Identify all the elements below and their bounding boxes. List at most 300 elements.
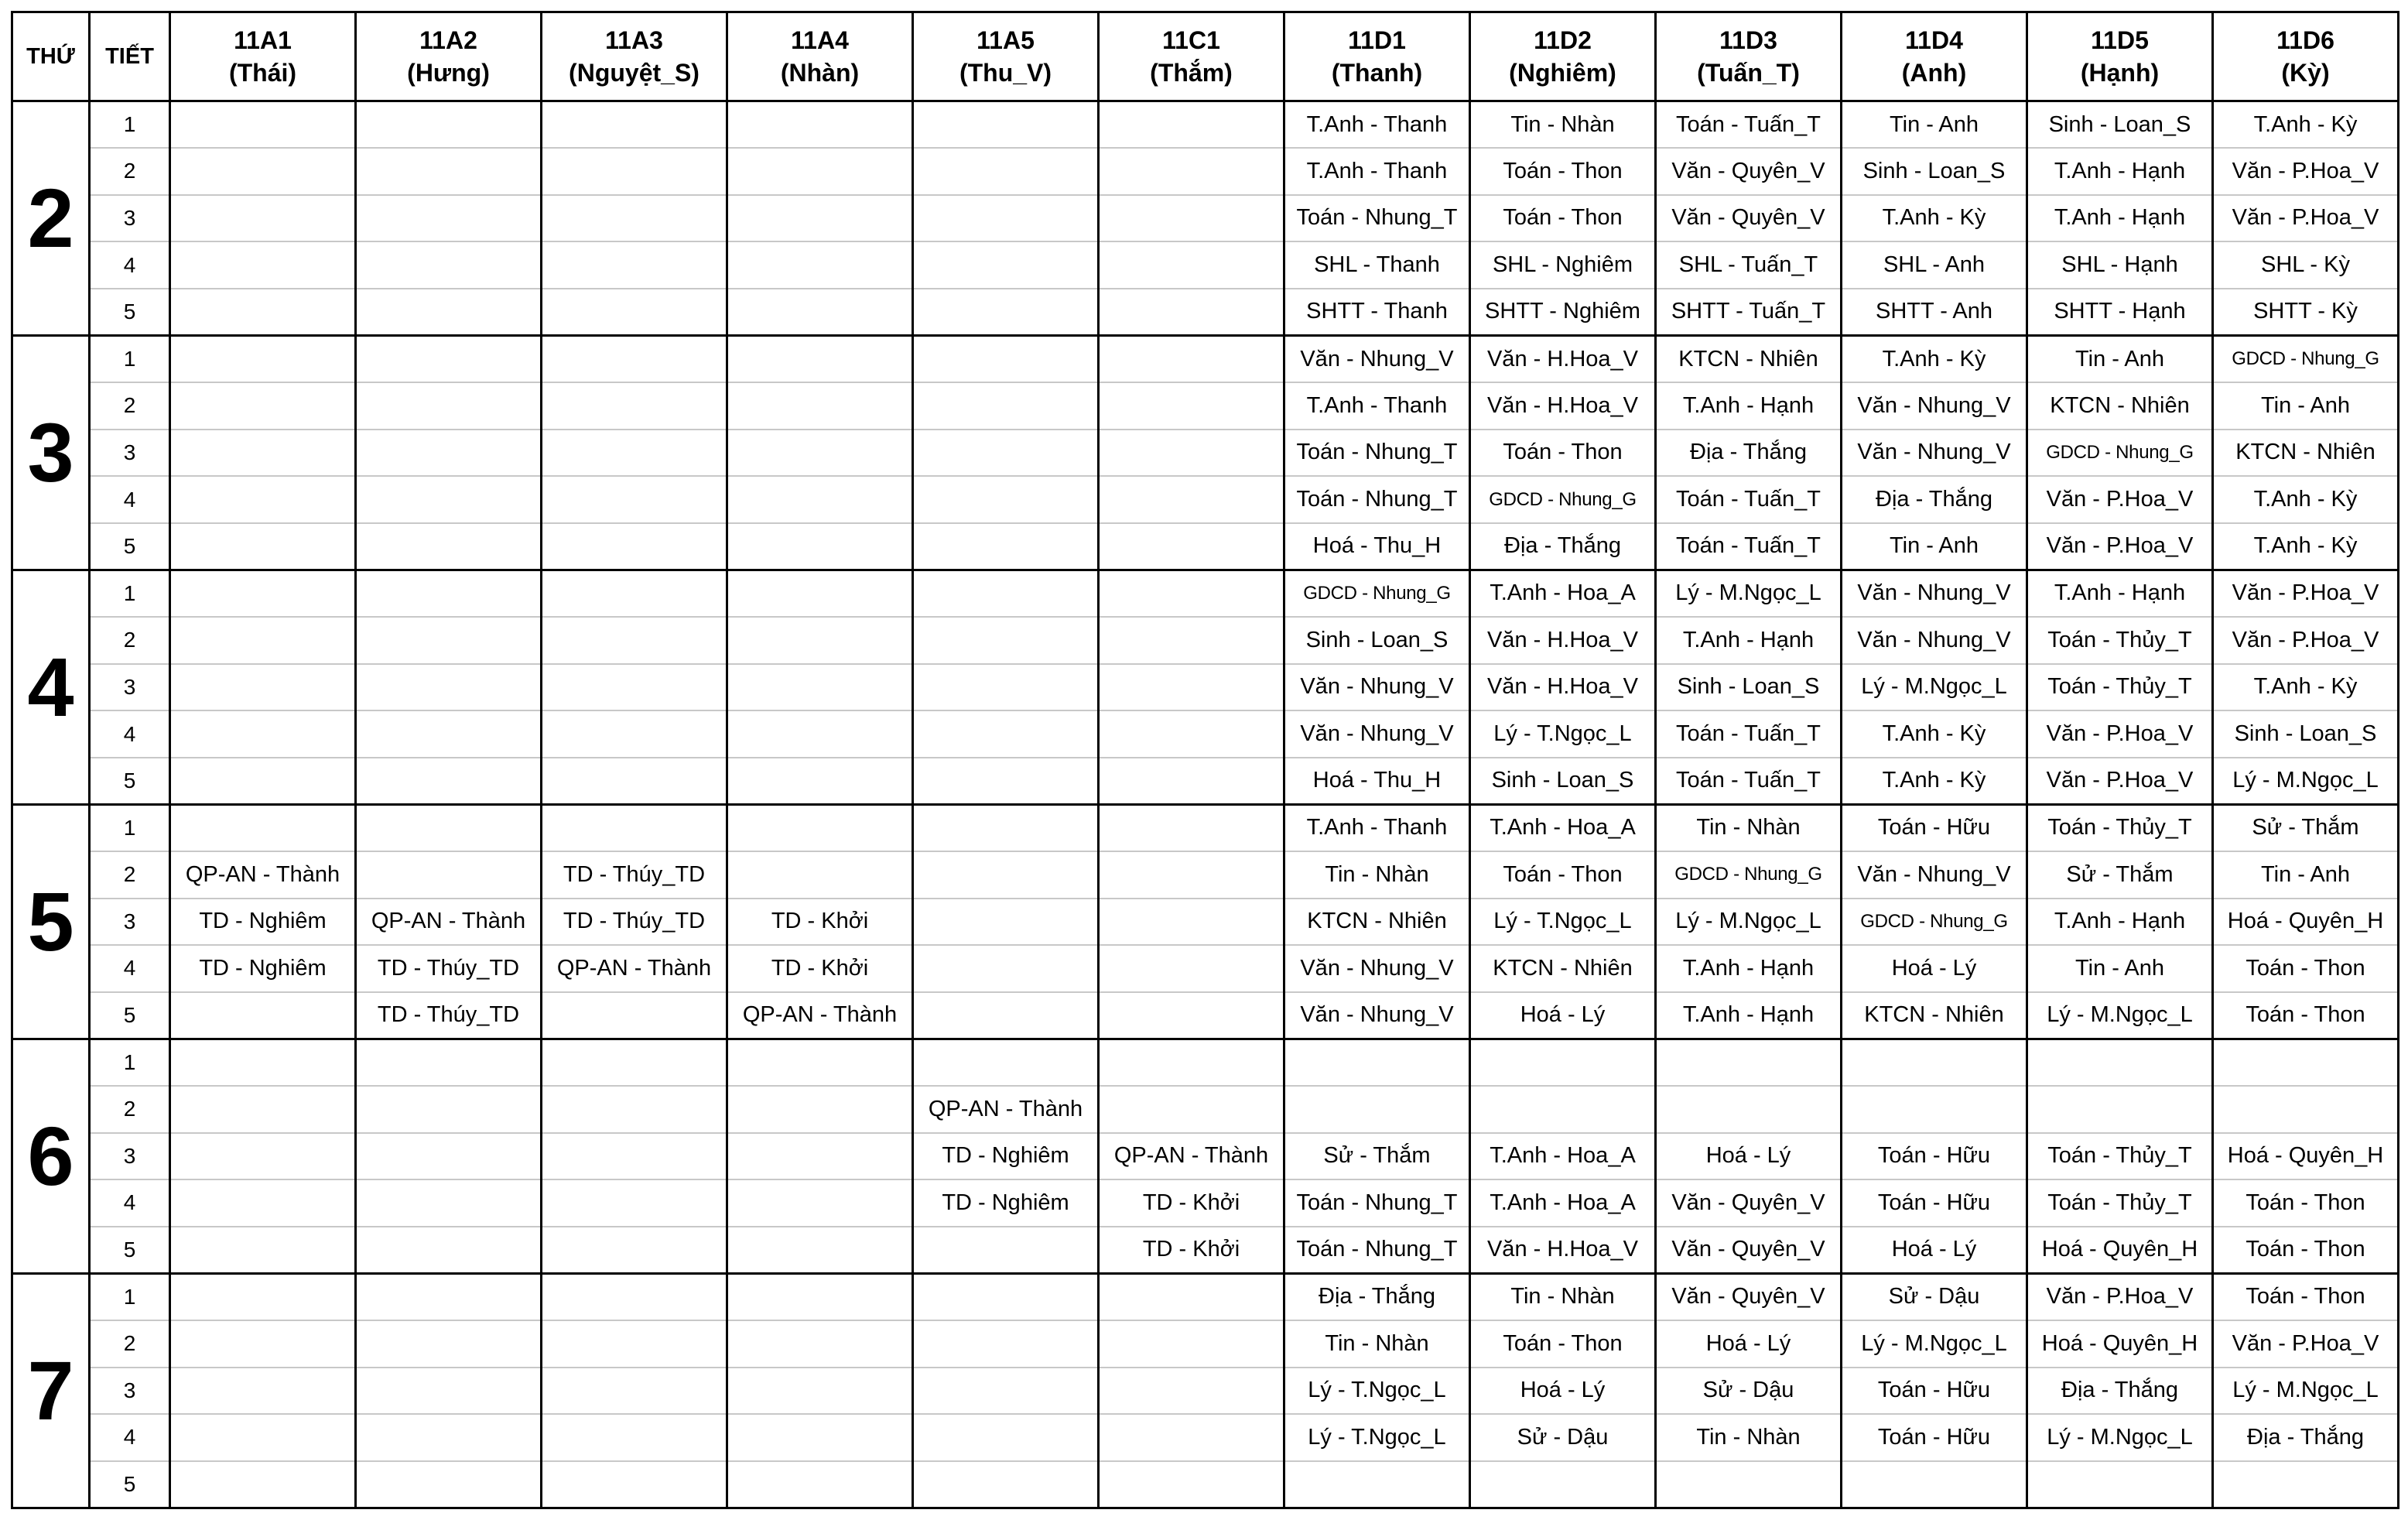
timetable-header: [12, 12, 2399, 101]
schedule-cell: Lý - T.Ngọc_L: [1284, 1368, 1470, 1415]
schedule-cell: [542, 523, 727, 570]
schedule-cell: T.Anh - Kỳ: [1842, 335, 2027, 382]
schedule-cell: [170, 195, 356, 242]
schedule-cell: [727, 1414, 913, 1461]
schedule-cell: [1470, 1039, 1656, 1086]
schedule-cell: T.Anh - Thanh: [1284, 382, 1470, 430]
class-teacher: (Hưng): [407, 59, 490, 87]
schedule-cell: [1099, 1461, 1284, 1508]
schedule-cell: TD - Khởi: [1099, 1179, 1284, 1227]
schedule-cell: T.Anh - Hạnh: [1656, 945, 1842, 992]
schedule-cell: [727, 1320, 913, 1368]
schedule-cell: [2027, 1461, 2213, 1508]
schedule-cell: [356, 664, 542, 711]
schedule-cell: SHL - Kỳ: [2213, 241, 2399, 289]
table-row: [12, 945, 2399, 992]
period-number: 4: [90, 476, 170, 523]
schedule-cell: Hoá - Quyên_H: [2213, 899, 2399, 946]
period-number: 1: [90, 804, 170, 851]
schedule-cell: [727, 382, 913, 430]
period-number: 1: [90, 1273, 170, 1320]
schedule-cell: [542, 570, 727, 617]
schedule-cell: SHTT - Hạnh: [2027, 289, 2213, 336]
schedule-cell: TD - Nghiêm: [913, 1179, 1099, 1227]
schedule-cell: Văn - Nhung_V: [1842, 570, 2027, 617]
period-number: 3: [90, 664, 170, 711]
schedule-cell: [913, 992, 1099, 1039]
period-number: 2: [90, 1320, 170, 1368]
schedule-cell: Văn - P.Hoa_V: [2213, 148, 2399, 195]
schedule-cell: Lý - M.Ngọc_L: [1656, 899, 1842, 946]
period-number: 4: [90, 1414, 170, 1461]
class-teacher: (Tuấn_T): [1697, 59, 1800, 87]
schedule-cell: [913, 804, 1099, 851]
table-row: [12, 570, 2399, 617]
table-row: [12, 523, 2399, 570]
table-row: [12, 1086, 2399, 1133]
class-teacher: (Nguyệt_S): [569, 59, 699, 87]
schedule-cell: [913, 476, 1099, 523]
class-code: 11A2: [419, 26, 477, 54]
schedule-cell: [913, 1414, 1099, 1461]
period-number: 3: [90, 899, 170, 946]
day-label: 4: [12, 570, 90, 804]
schedule-cell: [1099, 570, 1284, 617]
period-number: 5: [90, 523, 170, 570]
schedule-cell: [542, 289, 727, 336]
period-number: 4: [90, 241, 170, 289]
period-number: 2: [90, 617, 170, 664]
schedule-cell: [1099, 664, 1284, 711]
schedule-cell: [542, 335, 727, 382]
schedule-cell: [727, 101, 913, 149]
schedule-cell: Lý - M.Ngọc_L: [2027, 1414, 2213, 1461]
schedule-cell: [170, 523, 356, 570]
schedule-cell: [1842, 1461, 2027, 1508]
schedule-cell: [913, 101, 1099, 149]
schedule-cell: Văn - Quyên_V: [1656, 1273, 1842, 1320]
schedule-cell: GDCD - Nhung_G: [2027, 430, 2213, 477]
schedule-cell: [913, 945, 1099, 992]
schedule-cell: [170, 570, 356, 617]
schedule-cell: SHTT - Anh: [1842, 289, 2027, 336]
schedule-cell: [727, 430, 913, 477]
period-number: 5: [90, 289, 170, 336]
schedule-cell: [542, 804, 727, 851]
schedule-cell: [170, 758, 356, 805]
schedule-cell: [542, 148, 727, 195]
schedule-cell: KTCN - Nhiên: [1842, 992, 2027, 1039]
schedule-cell: Toán - Hữu: [1842, 1133, 2027, 1180]
header-class-11d1: [1284, 12, 1470, 101]
schedule-cell: [170, 289, 356, 336]
schedule-cell: [2027, 1039, 2213, 1086]
schedule-cell: [727, 1086, 913, 1133]
schedule-cell: [356, 1227, 542, 1274]
schedule-cell: KTCN - Nhiên: [1284, 899, 1470, 946]
schedule-cell: Văn - P.Hoa_V: [2213, 570, 2399, 617]
schedule-cell: Toán - Thon: [1470, 148, 1656, 195]
schedule-cell: [727, 758, 913, 805]
schedule-cell: [170, 1086, 356, 1133]
schedule-cell: Văn - H.Hoa_V: [1470, 382, 1656, 430]
schedule-cell: Sử - Thắm: [2213, 804, 2399, 851]
schedule-cell: T.Anh - Hạnh: [1656, 992, 1842, 1039]
period-number: 3: [90, 1368, 170, 1415]
table-row: [12, 758, 2399, 805]
class-teacher: (Hạnh): [2080, 59, 2160, 87]
schedule-cell: [1099, 430, 1284, 477]
table-row: [12, 710, 2399, 758]
schedule-cell: Sinh - Loan_S: [2213, 710, 2399, 758]
period-number: 2: [90, 851, 170, 899]
schedule-cell: T.Anh - Hoa_A: [1470, 1133, 1656, 1180]
schedule-cell: Toán - Nhung_T: [1284, 1227, 1470, 1274]
schedule-cell: [356, 101, 542, 149]
schedule-cell: Sinh - Loan_S: [2027, 101, 2213, 149]
period-number: 2: [90, 148, 170, 195]
schedule-cell: GDCD - Nhung_G: [1284, 570, 1470, 617]
schedule-cell: Toán - Thon: [1470, 1320, 1656, 1368]
schedule-cell: Toán - Tuấn_T: [1656, 710, 1842, 758]
schedule-cell: Toán - Nhung_T: [1284, 1179, 1470, 1227]
header-class-11d5: [2027, 12, 2213, 101]
schedule-cell: Tin - Nhàn: [1470, 1273, 1656, 1320]
schedule-cell: [913, 241, 1099, 289]
schedule-cell: T.Anh - Hạnh: [2027, 195, 2213, 242]
schedule-cell: T.Anh - Kỳ: [1842, 195, 2027, 242]
schedule-cell: [542, 992, 727, 1039]
schedule-cell: T.Anh - Thanh: [1284, 148, 1470, 195]
schedule-cell: Hoá - Lý: [1470, 992, 1656, 1039]
schedule-cell: Lý - M.Ngọc_L: [1842, 664, 2027, 711]
schedule-cell: Lý - T.Ngọc_L: [1470, 710, 1656, 758]
header-class-11c1: [1099, 12, 1284, 101]
schedule-cell: [542, 1461, 727, 1508]
schedule-cell: Văn - Nhung_V: [1284, 992, 1470, 1039]
schedule-cell: Sử - Dậu: [1656, 1368, 1842, 1415]
schedule-cell: TD - Thúy_TD: [542, 851, 727, 899]
schedule-cell: [170, 992, 356, 1039]
header-class-11d4: [1842, 12, 2027, 101]
schedule-cell: Văn - P.Hoa_V: [2027, 758, 2213, 805]
schedule-cell: [1284, 1086, 1470, 1133]
schedule-cell: Địa - Thắng: [2213, 1414, 2399, 1461]
schedule-cell: Sinh - Loan_S: [1656, 664, 1842, 711]
table-row: [12, 335, 2399, 382]
schedule-cell: [170, 430, 356, 477]
schedule-cell: [727, 335, 913, 382]
schedule-cell: [1099, 1273, 1284, 1320]
class-code: 11D6: [2276, 26, 2334, 54]
schedule-cell: QP-AN - Thành: [1099, 1133, 1284, 1180]
class-code: 11D5: [2091, 26, 2149, 54]
schedule-cell: [1470, 1086, 1656, 1133]
schedule-cell: [913, 1320, 1099, 1368]
table-row: [12, 1273, 2399, 1320]
schedule-cell: [542, 195, 727, 242]
schedule-cell: [913, 335, 1099, 382]
table-row: [12, 851, 2399, 899]
schedule-cell: [1099, 382, 1284, 430]
schedule-cell: Văn - P.Hoa_V: [2213, 195, 2399, 242]
class-code: 11D4: [1905, 26, 1963, 54]
schedule-cell: [727, 289, 913, 336]
schedule-cell: [542, 382, 727, 430]
period-number: 3: [90, 430, 170, 477]
schedule-cell: Toán - Tuấn_T: [1656, 758, 1842, 805]
schedule-cell: Sử - Dậu: [1842, 1273, 2027, 1320]
schedule-cell: [1099, 101, 1284, 149]
schedule-cell: Văn - Quyên_V: [1656, 1179, 1842, 1227]
schedule-cell: [727, 523, 913, 570]
schedule-cell: [1099, 710, 1284, 758]
schedule-cell: T.Anh - Hạnh: [2027, 899, 2213, 946]
schedule-cell: [2213, 1461, 2399, 1508]
table-row: [12, 476, 2399, 523]
schedule-cell: [1099, 1320, 1284, 1368]
header-tiet: TIẾT: [90, 12, 170, 101]
header-class-11a5: [913, 12, 1099, 101]
schedule-cell: [1099, 758, 1284, 805]
table-row: [12, 148, 2399, 195]
schedule-cell: [1099, 241, 1284, 289]
table-row: [12, 1461, 2399, 1508]
schedule-cell: [727, 617, 913, 664]
schedule-cell: [1099, 851, 1284, 899]
schedule-cell: [542, 1368, 727, 1415]
schedule-cell: [913, 899, 1099, 946]
schedule-cell: [542, 758, 727, 805]
schedule-cell: Văn - P.Hoa_V: [2213, 617, 2399, 664]
schedule-cell: Văn - Quyên_V: [1656, 148, 1842, 195]
schedule-cell: T.Anh - Kỳ: [2213, 101, 2399, 149]
schedule-cell: GDCD - Nhung_G: [1656, 851, 1842, 899]
schedule-cell: [356, 1320, 542, 1368]
schedule-cell: [1099, 195, 1284, 242]
schedule-cell: [2213, 1039, 2399, 1086]
schedule-cell: [356, 1086, 542, 1133]
schedule-cell: [727, 148, 913, 195]
schedule-cell: [356, 241, 542, 289]
class-code: 11A1: [234, 26, 292, 54]
schedule-cell: Toán - Thon: [1470, 430, 1656, 477]
schedule-cell: Toán - Thủy_T: [2027, 804, 2213, 851]
schedule-cell: Toán - Hữu: [1842, 1368, 2027, 1415]
schedule-cell: [1284, 1039, 1470, 1086]
schedule-cell: [913, 617, 1099, 664]
schedule-cell: [727, 476, 913, 523]
schedule-cell: Văn - Nhung_V: [1284, 335, 1470, 382]
schedule-cell: Lý - M.Ngọc_L: [1842, 1320, 2027, 1368]
schedule-cell: [356, 1461, 542, 1508]
schedule-cell: Hoá - Quyên_H: [2027, 1227, 2213, 1274]
schedule-cell: Toán - Nhung_T: [1284, 195, 1470, 242]
schedule-cell: Sử - Dậu: [1470, 1414, 1656, 1461]
schedule-cell: [170, 1273, 356, 1320]
schedule-cell: QP-AN - Thành: [727, 992, 913, 1039]
schedule-cell: [542, 430, 727, 477]
header-class-11a3: [542, 12, 727, 101]
schedule-cell: Lý - M.Ngọc_L: [2213, 758, 2399, 805]
schedule-cell: [727, 195, 913, 242]
schedule-cell: Văn - P.Hoa_V: [2213, 1320, 2399, 1368]
period-number: 5: [90, 992, 170, 1039]
schedule-cell: [913, 430, 1099, 477]
schedule-cell: [1284, 1461, 1470, 1508]
schedule-cell: [727, 570, 913, 617]
schedule-cell: [1099, 945, 1284, 992]
period-number: 2: [90, 1086, 170, 1133]
schedule-cell: SHL - Thanh: [1284, 241, 1470, 289]
schedule-cell: Toán - Thon: [2213, 1227, 2399, 1274]
schedule-cell: [356, 195, 542, 242]
schedule-cell: Toán - Tuấn_T: [1656, 101, 1842, 149]
schedule-cell: SHTT - Nghiêm: [1470, 289, 1656, 336]
schedule-cell: [1470, 1461, 1656, 1508]
schedule-cell: [2027, 1086, 2213, 1133]
period-number: 5: [90, 1227, 170, 1274]
schedule-cell: [170, 1039, 356, 1086]
schedule-cell: [356, 1368, 542, 1415]
schedule-cell: SHL - Hạnh: [2027, 241, 2213, 289]
schedule-cell: Toán - Thủy_T: [2027, 1133, 2213, 1180]
day-label: 3: [12, 335, 90, 570]
class-code: 11A4: [791, 26, 849, 54]
table-row: [12, 1320, 2399, 1368]
class-teacher: (Nhàn): [780, 59, 860, 87]
schedule-cell: [356, 570, 542, 617]
schedule-cell: [727, 1461, 913, 1508]
schedule-cell: [170, 1414, 356, 1461]
schedule-cell: Toán - Hữu: [1842, 1179, 2027, 1227]
class-code: 11D2: [1534, 26, 1592, 54]
schedule-cell: [170, 241, 356, 289]
schedule-cell: [913, 1368, 1099, 1415]
schedule-cell: TD - Nghiêm: [913, 1133, 1099, 1180]
schedule-cell: [542, 1273, 727, 1320]
schedule-cell: Văn - Nhung_V: [1842, 851, 2027, 899]
schedule-cell: [356, 289, 542, 336]
schedule-cell: [727, 664, 913, 711]
schedule-cell: [913, 851, 1099, 899]
schedule-cell: T.Anh - Hạnh: [2027, 570, 2213, 617]
schedule-cell: [170, 101, 356, 149]
period-number: 1: [90, 1039, 170, 1086]
schedule-cell: Tin - Anh: [1842, 101, 2027, 149]
day-label: 7: [12, 1273, 90, 1508]
schedule-cell: Sinh - Loan_S: [1842, 148, 2027, 195]
schedule-cell: QP-AN - Thành: [542, 945, 727, 992]
schedule-cell: [913, 1227, 1099, 1274]
schedule-cell: SHTT - Thanh: [1284, 289, 1470, 336]
schedule-cell: [170, 335, 356, 382]
schedule-cell: Tin - Anh: [2213, 382, 2399, 430]
schedule-cell: Hoá - Lý: [1842, 1227, 2027, 1274]
table-row: [12, 804, 2399, 851]
schedule-cell: [913, 570, 1099, 617]
schedule-cell: Văn - H.Hoa_V: [1470, 335, 1656, 382]
schedule-cell: [170, 1320, 356, 1368]
schedule-cell: KTCN - Nhiên: [2027, 382, 2213, 430]
day-label: 6: [12, 1039, 90, 1273]
table-row: [12, 1414, 2399, 1461]
schedule-cell: [913, 523, 1099, 570]
schedule-cell: [727, 1133, 913, 1180]
schedule-cell: Tin - Nhàn: [1656, 804, 1842, 851]
schedule-cell: T.Anh - Hoa_A: [1470, 1179, 1656, 1227]
schedule-cell: QP-AN - Thành: [913, 1086, 1099, 1133]
schedule-cell: Lý - M.Ngọc_L: [1656, 570, 1842, 617]
schedule-cell: Văn - P.Hoa_V: [2027, 710, 2213, 758]
schedule-cell: T.Anh - Thanh: [1284, 804, 1470, 851]
schedule-cell: [356, 1133, 542, 1180]
schedule-cell: [913, 289, 1099, 336]
schedule-cell: [170, 1461, 356, 1508]
schedule-cell: [170, 148, 356, 195]
schedule-cell: [356, 523, 542, 570]
schedule-cell: [542, 617, 727, 664]
header-class-11d6: [2213, 12, 2399, 101]
class-code: 11A3: [605, 26, 663, 54]
schedule-cell: [913, 1039, 1099, 1086]
schedule-cell: Toán - Nhung_T: [1284, 430, 1470, 477]
header-class-11a1: [170, 12, 356, 101]
schedule-cell: [542, 1227, 727, 1274]
schedule-cell: Hoá - Quyên_H: [2027, 1320, 2213, 1368]
table-row: [12, 195, 2399, 242]
schedule-cell: Tin - Nhàn: [1470, 101, 1656, 149]
schedule-cell: Địa - Thắng: [2027, 1368, 2213, 1415]
schedule-cell: Tin - Anh: [2027, 335, 2213, 382]
schedule-cell: [542, 476, 727, 523]
period-number: 5: [90, 758, 170, 805]
table-row: [12, 664, 2399, 711]
class-code: 11D1: [1348, 26, 1406, 54]
schedule-cell: Toán - Tuấn_T: [1656, 476, 1842, 523]
schedule-cell: Hoá - Lý: [1656, 1320, 1842, 1368]
schedule-cell: [913, 382, 1099, 430]
schedule-cell: [1099, 899, 1284, 946]
schedule-cell: Văn - Nhung_V: [1284, 710, 1470, 758]
schedule-cell: [170, 617, 356, 664]
schedule-cell: [913, 710, 1099, 758]
schedule-cell: SHTT - Kỳ: [2213, 289, 2399, 336]
schedule-cell: KTCN - Nhiên: [2213, 430, 2399, 477]
table-row: [12, 382, 2399, 430]
header-class-11a4: [727, 12, 913, 101]
schedule-cell: [727, 1179, 913, 1227]
schedule-cell: Tin - Anh: [2213, 851, 2399, 899]
schedule-cell: Tin - Nhàn: [1284, 851, 1470, 899]
schedule-cell: Văn - Nhung_V: [1284, 664, 1470, 711]
schedule-cell: T.Anh - Hoa_A: [1470, 804, 1656, 851]
period-number: 4: [90, 945, 170, 992]
schedule-cell: T.Anh - Kỳ: [1842, 758, 2027, 805]
schedule-cell: [1099, 523, 1284, 570]
schedule-cell: [356, 851, 542, 899]
schedule-cell: [2213, 1086, 2399, 1133]
schedule-cell: TD - Thúy_TD: [542, 899, 727, 946]
schedule-cell: [356, 1414, 542, 1461]
schedule-cell: [356, 710, 542, 758]
schedule-cell: [170, 1368, 356, 1415]
schedule-cell: [170, 1133, 356, 1180]
header-row: [12, 12, 2399, 101]
schedule-cell: [1656, 1461, 1842, 1508]
schedule-cell: [170, 476, 356, 523]
schedule-cell: TD - Khởi: [727, 945, 913, 992]
